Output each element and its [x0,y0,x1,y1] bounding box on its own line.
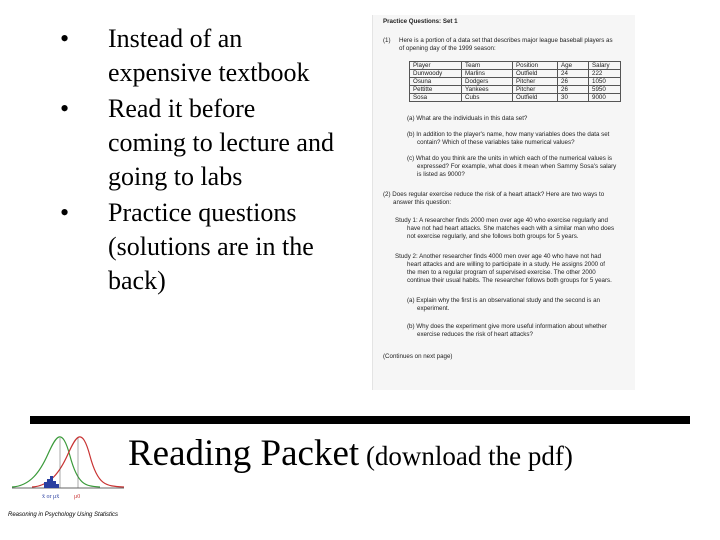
table-cell: Dodgers [462,78,513,86]
logo-label-mu: μ0 [74,494,81,500]
q1a: (a) What are the individuals in this data set? [407,115,528,122]
table-row [410,86,621,94]
bullet-item [60,22,360,90]
baseball-table [409,61,621,102]
table-cell: 26 [558,86,589,94]
caption-download-note: (download the pdf) [359,441,573,471]
bullet-line: Read it before [108,94,256,123]
table-header-cell: Age [558,62,589,70]
study1-line-2: have not had heart attacks. She matches each with a similar man who does [407,225,615,232]
study2-line-3: the men to a regular program of supervised exercise. The other 2000 [407,269,596,276]
q2b-line-2: exercise reduces the risk of heart attacks? [417,331,533,338]
table-cell: 24 [558,70,589,78]
q1c-line-2: expressed? For example, what does it mean when Sammy Sosa's salary [417,163,617,170]
study1-line-3: not exercise regularly, and she follows both groups for 5 years. [407,233,579,240]
q2a-line-1: (a) Explain why the first is an observational study and the second is an [407,297,600,304]
table-cell: 5950 [589,86,621,94]
study2-line-1: Study 2: Another researcher finds 4000 men over age 40 who have not had [395,253,602,260]
q1c-line-3: is listed as 9000? [417,171,465,178]
q1c-line-1: (c) What do you think are the units in which each of the numerical values is [407,155,612,162]
logo-label-xbar: x̄ or μx̄ [42,494,60,500]
q2-line-1: (2) Does regular exercise reduce the risk of a heart attack? Here are two ways to [383,191,605,198]
q1-number: (1) [383,37,391,44]
table-cell: Pitcher [513,78,558,86]
bullet-line: going to labs [108,162,243,191]
table-header-cell: Position [513,62,558,70]
table-row [410,94,621,102]
table-cell: Marlins [462,70,513,78]
table-cell: 1050 [589,78,621,86]
study1-line-1: Study 1: A researcher finds 2000 men over age 40 who exercise regularly and [395,217,608,224]
table-cell: 30 [558,94,589,102]
table-cell: 222 [589,70,621,78]
table-cell: Cubs [462,94,513,102]
logo-tagline: Reasoning in Psychology Using Statistics [8,512,119,518]
q1b-line-2: contain? Which of these variables take numerical values? [417,139,575,146]
q1b-line-1: (b) In addition to the player's name, how many variables does the data set [407,131,610,138]
table-header-cell: Salary [589,62,621,70]
distribution-logo [8,432,126,512]
bullet-list [60,22,360,300]
bullet-line: (solutions are in the [108,232,314,261]
table-header-cell: Team [462,62,513,70]
table-cell: Yankees [462,86,513,94]
table-cell: Osuna [410,78,462,86]
bullet-line: Practice questions [108,198,297,227]
practice-questions-image [372,15,635,390]
caption-main: Reading Packet [128,433,360,474]
table-cell: Dunwoody [410,70,462,78]
table-cell: Pettitte [410,86,462,94]
bullet-line: expensive textbook [108,58,310,87]
table-header-row [410,62,621,70]
study2-line-2: heart attacks and are willing to participate in a study. He assigns 2000 of [407,261,605,268]
q1-line-2: of opening day of the 1999 season: [399,45,496,52]
bullet-dot-icon: • [60,24,70,53]
q1-line-1: Here is a portion of a data set that describes major league baseball players as [399,37,613,44]
doc-title: Practice Questions: Set 1 [383,18,458,25]
table-row [410,70,621,78]
table-header-cell: Player [410,62,462,70]
q2-line-2: answer this question: [393,199,452,206]
bullet-item [60,196,360,298]
reading-packet-caption [128,432,573,475]
divider-bar [30,416,690,424]
bullet-dot-icon: • [60,198,70,227]
table-row [410,78,621,86]
q2a-line-2: experiment. [417,305,450,312]
table-cell: Outfield [513,94,558,102]
table-cell: Sosa [410,94,462,102]
bullet-item [60,92,360,194]
bullet-line: coming to lecture and [108,128,334,157]
table-cell: 9000 [589,94,621,102]
bullet-dot-icon: • [60,94,70,123]
table-cell: Outfield [513,70,558,78]
bullet-line: Instead of an [108,24,243,53]
q2b-line-1: (b) Why does the experiment give more useful information about whether [407,323,607,330]
table-cell: Pitcher [513,86,558,94]
continued-note: (Continues on next page) [383,353,453,360]
table-cell: 26 [558,78,589,86]
study2-line-4: continue their usual habits. The researcher follows both groups for 5 years. [407,277,612,284]
bullet-line: back) [108,266,166,295]
